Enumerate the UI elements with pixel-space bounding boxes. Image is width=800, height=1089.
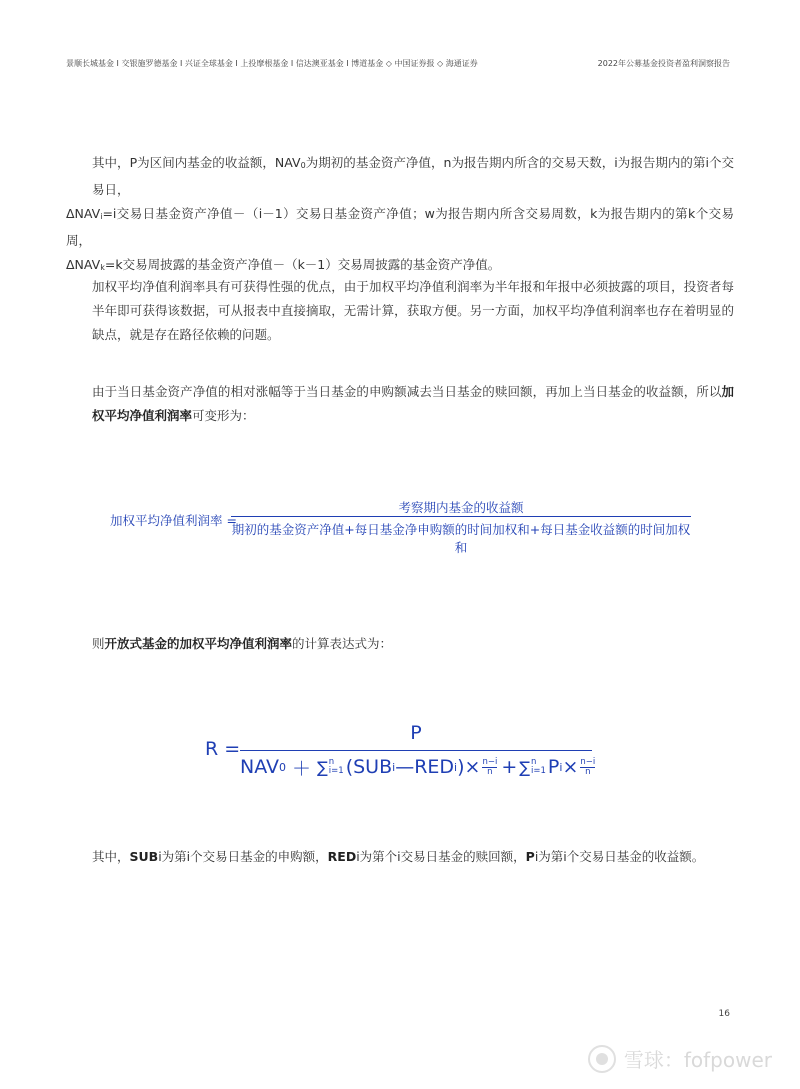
sum-limits	[531, 758, 546, 776]
text: )	[457, 756, 465, 778]
subscript: 0	[279, 760, 286, 774]
text: P	[547, 756, 560, 778]
text: —RED	[395, 756, 455, 778]
bold-term: 开放式基金的加权平均净值利润率	[104, 636, 293, 651]
watermark-text: 雪球：fofpower	[623, 1048, 772, 1072]
formula1-numerator: 考察期内基金的收益额	[398, 500, 524, 515]
fraction-numerator: n−i	[482, 756, 498, 767]
small-fraction	[580, 758, 595, 777]
sigma-sum	[317, 758, 346, 777]
fraction-numerator: n−i	[580, 756, 596, 767]
watermark	[588, 1044, 772, 1073]
text: i为第i个交易日基金的申购额，	[158, 849, 328, 864]
formula1-fraction-bar	[231, 516, 691, 517]
subscript: i	[559, 760, 563, 774]
text: 可变形为：	[192, 408, 255, 423]
paragraph-variable-definitions	[66, 845, 734, 869]
formula2-numerator: P	[410, 722, 422, 744]
paragraph-pros-cons	[66, 275, 734, 347]
times-sign: ×	[464, 756, 481, 778]
header-left-institutions: 景顺长城基金 I 交银施罗德基金 I 兴证全球基金 I 上投摩根基金 I 信达澳亚基金 I 博道基金 ◇ 中国证券报 ◇ 海通证券	[66, 59, 478, 68]
sum-lower: i=1	[328, 766, 344, 776]
snowball-logo-icon	[588, 1045, 616, 1073]
page-number: 16	[718, 1009, 730, 1019]
subscript: i	[100, 212, 103, 221]
sum-upper: n	[328, 757, 335, 767]
paragraph-transform	[66, 380, 734, 428]
formula1-denominator: 期初的基金资产净值+每日基金净申购额的时间加权和+每日基金收益额的时间加权和	[231, 522, 691, 555]
text: =i交易日基金资产净值－（i－1）交易日基金资产净值；w为报告期内所含交易周数，k为报告期内的第k个交易周，	[66, 206, 734, 248]
paragraph-definitions	[66, 151, 734, 280]
text: 的计算表达式为：	[292, 636, 393, 651]
text: (SUB	[345, 756, 393, 778]
formula1-lhs: 加权平均净值利润率 =	[110, 513, 237, 528]
formula2-fraction-bar	[240, 750, 592, 751]
sigma-symbol: ∑	[519, 757, 531, 777]
header-report-title: 2022年公募基金投资者盈利洞察报告	[597, 59, 730, 68]
sum-limits	[329, 758, 344, 776]
text: 则	[92, 636, 105, 651]
text: 为期初的基金资产净值，n为报告期内所含的交易天数，i为报告期内的第i个交易日，	[92, 155, 734, 197]
nav-term: NAV	[240, 756, 279, 778]
subscript: k	[100, 263, 105, 272]
paragraph-text: 加权平均净值利润率具有可获得性强的优点，由于加权平均净值利润率为半年报和年报中必须披露的项目，投资者每半年即可获得该数据，可从报表中直接摘取，无需计算，获取方便。另一方面，加权平均净值利润率也存在着明显的缺点，就是存在路径依赖的问题。	[92, 279, 734, 342]
bold-term: SUB	[129, 849, 159, 864]
fraction-denominator: n	[585, 766, 591, 777]
text: 其中，P为区间内基金的收益额，NAV	[92, 155, 301, 170]
text: =k交易周披露的基金资产净值－（k－1）交易周披露的基金资产净值。	[104, 257, 501, 272]
text: i为第i个交易日基金的收益额。	[534, 849, 705, 864]
text: 由于当日基金资产净值的相对涨幅等于当日基金的申购额减去当日基金的赎回额，再加上当日基金的收益额，所以	[92, 384, 722, 399]
text: i为第个i交易日基金的赎回额，	[356, 849, 526, 864]
paragraph-open-fund	[66, 632, 734, 656]
sigma-symbol: ∑	[317, 757, 328, 777]
bold-term: 加权平均净值利润率	[92, 384, 734, 423]
bold-term: P	[525, 849, 535, 864]
text: 其中，	[92, 849, 130, 864]
subscript: i	[392, 760, 396, 774]
plus-sign: ＋	[292, 757, 312, 780]
sum-lower: i=1	[531, 766, 546, 776]
fraction-denominator: n	[487, 766, 493, 777]
text: ΔNAV	[66, 257, 101, 272]
small-fraction	[482, 758, 497, 777]
times-sign: ×	[562, 756, 579, 778]
subscript: i	[454, 760, 458, 774]
text: ΔNAV	[66, 206, 101, 221]
plus-sign: +	[501, 756, 518, 778]
bold-term: RED	[327, 849, 357, 864]
subscript: 0	[300, 161, 306, 170]
formula2-lhs: R =	[205, 738, 241, 760]
formula2-denominator	[240, 752, 597, 782]
sum-upper: n	[531, 757, 537, 767]
sigma-sum	[519, 758, 548, 777]
